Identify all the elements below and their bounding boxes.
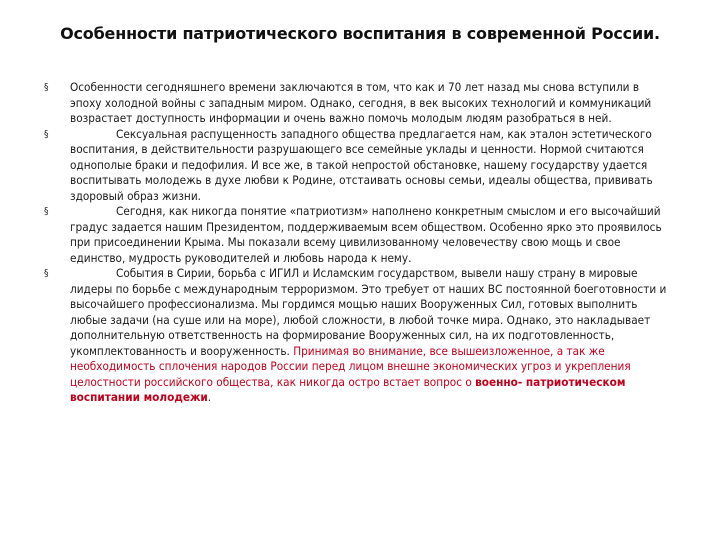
item-text: Сексуальная распущенность западного общества предлагается нам, как эталон эстетического воспитания, в действительности разрушающего все семейные уклады и ценности. Нормой считаются однополые браки и педофилия. И все же, в такой непростой обстановке, нашему государству удается воспитывать молодежь в духе любви к Родине, отстаивать основы семьи, идеалы общества, прививать здоровый образ жизни.	[70, 126, 653, 203]
item-text: Особенности сегодняшнего времени заключаются в том, что как и 70 лет назад мы снова вступили в эпоху холодной войны с западным миром. Однако, сегодня, в век высоких технологий и коммуникаций возрастает доступность информации и очень важно помочь молодым людям разобраться в ней.	[70, 80, 652, 125]
highlight-bold-text: военно- патриотическом воспитании молодежи	[70, 374, 626, 404]
bullet-icon: §	[44, 206, 49, 217]
item-text: Сегодня, как никогда понятие «патриотизм» наполнено конкретным смыслом и его высочайший градус задается нашим Президентом, поддерживаемым всем обществом. Особенно ярко это проявилось при присоединении Крыма. Мы показали всему цивилизованному человечеству свою мощь и свое единство, мудрость руководителей и любовь народа к нему.	[70, 204, 662, 265]
bullet-list	[44, 80, 670, 406]
bullet-icon: §	[44, 268, 49, 279]
list-item	[44, 127, 670, 205]
slide-title: Особенности патриотического воспитания в современной России.	[60, 24, 660, 43]
item-ending: .	[207, 390, 212, 404]
bullet-icon: §	[44, 82, 49, 93]
item-text: События в Сирии, борьба с ИГИЛ и Исламским государством, вывели нашу страну в мировые лидеры по борьбе с международным терроризмом. Это требует от наших ВС постоянной боеготовности и высочайшего профессионализма. Мы гордимся мощью наших Вооруженных Сил, готовых выполнить любые задачи (на суше или на море), любой сложности, в любой точке мира. Однако, это накладывает дополнительную ответственность на формирование Вооруженных сил, на их подготовленность, укомплектованность и вооруженность.	[70, 266, 667, 358]
bullet-icon: §	[44, 128, 49, 140]
list-item	[44, 204, 670, 266]
list-item	[44, 80, 670, 127]
highlight-text: Принимая во внимание, все вышеизложенное, а так же необходимость сплочения народов России перед лицом внешне экономических угроз и укрепления целостности российского общества, как никогда остро встает вопрос о	[70, 343, 631, 389]
list-item	[44, 266, 670, 406]
